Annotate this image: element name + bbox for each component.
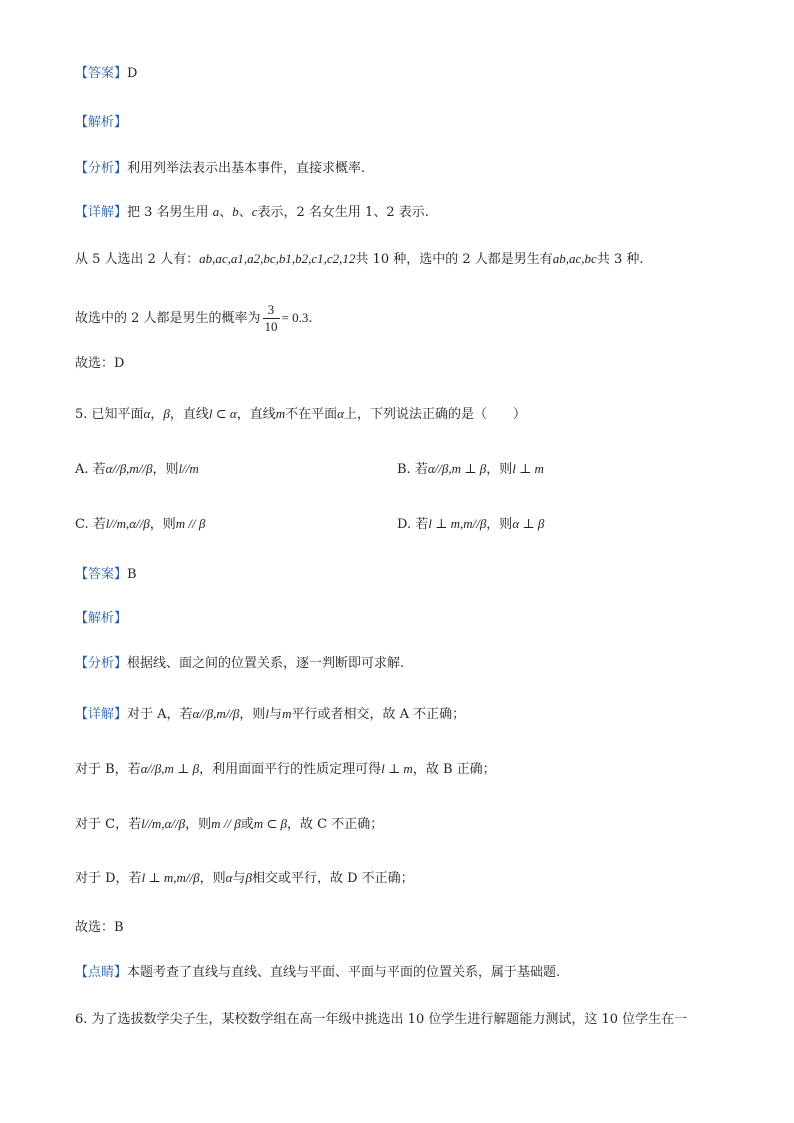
fenxi-tag: 【分析】 (75, 656, 128, 671)
choose-text: 故选：D (75, 356, 125, 371)
separator: 、 (219, 205, 233, 220)
dianjing-text: 本题考查了直线与直线、直线与平面、平面与平面的位置关系，属于基础题. (127, 965, 561, 980)
text: ，则 (486, 517, 513, 532)
analysis-tag: 【解析】 (75, 115, 128, 130)
math-var: a (212, 204, 220, 219)
math-expr: m ⊂ β (253, 816, 287, 831)
question-text: 6. 为了选拔数学尖子生，某校数学组在高一年级中挑选出 10 位学生进行解题能力测试，这 10 位学生在一 (75, 1012, 688, 1027)
math-var: l (265, 706, 270, 721)
text: 对于 B，若 (75, 762, 141, 777)
q5-dianjing-line (75, 963, 560, 983)
q5-detail-b (75, 759, 496, 780)
answer-value: B (127, 567, 137, 582)
q5-choose-line (75, 918, 124, 938)
text: 或 (240, 817, 254, 832)
q5-option-b (397, 459, 544, 480)
q5-analysis-heading (75, 609, 127, 629)
text: 对于 D，若 (75, 871, 142, 886)
text: 从 5 人选出 2 人有： (75, 252, 200, 267)
math-expr: l ⊥ m (512, 461, 544, 476)
math-enumeration: ab,ac,a1,a2,bc,b1,b2,c1,c2,12 (199, 251, 356, 266)
q4-answer-line (75, 64, 137, 84)
math-var: α (225, 870, 233, 885)
math-var: β (163, 406, 170, 421)
math-expr: α//β,m//β (105, 461, 153, 476)
q6-stem (75, 1010, 687, 1030)
math-expr: m // β (175, 516, 206, 531)
q5-option-c (75, 514, 205, 535)
math-result: = 0.3 (281, 310, 309, 325)
q5-detail-d (75, 868, 414, 889)
text: 共 10 种，选中的 2 人都是男生有 (355, 252, 553, 267)
q5-option-a (75, 459, 199, 480)
text: 上，下列说法正确的是（ ） (343, 407, 526, 422)
detail-tag: 【详解】 (75, 707, 128, 722)
math-expr: l ⊥ m,m//β (428, 516, 487, 531)
fraction-numerator: 3 (263, 302, 280, 319)
fraction-denominator: 10 (264, 319, 278, 334)
text: ，利用面面平行的性质定理可得 (199, 762, 382, 777)
math-var: β (245, 870, 252, 885)
text: 不在平面 (285, 407, 338, 422)
fenxi-tag: 【分析】 (75, 161, 128, 176)
math-var: α (143, 406, 151, 421)
text: 对于 C，若 (75, 817, 142, 832)
q4-detail-line (75, 202, 429, 223)
text: 相交或平行，故 D 不正确； (251, 871, 414, 886)
detail-text: 把 3 名男生用 (127, 205, 209, 220)
math-expr: m // β (211, 816, 241, 831)
q4-fenxi-line (75, 159, 365, 179)
text: ，直线 (169, 407, 209, 422)
q5-stem (75, 404, 526, 425)
fraction (263, 302, 280, 335)
q5-answer-line (75, 565, 137, 585)
detail-tag: 【详解】 (75, 205, 128, 220)
math-enumeration: ab,ac,bc (552, 251, 597, 266)
q4-enumeration-line (75, 249, 643, 270)
option-label: D. 若 (397, 517, 429, 532)
fenxi-text: 根据线、面之间的位置关系，逐一判断即可求解. (127, 656, 405, 671)
math-var: m (275, 406, 286, 421)
q4-choose-line (75, 354, 124, 374)
math-expr: l//m (178, 461, 199, 476)
q5-fenxi-line (75, 654, 404, 674)
text: ，则 (239, 707, 266, 722)
text: 对于 A，若 (127, 707, 193, 722)
q5-option-d (397, 514, 544, 535)
option-label: B. 若 (397, 462, 428, 477)
q4-probability-line (75, 300, 313, 337)
math-expr: α//β,m//β (192, 706, 240, 721)
detail-text: 表示，2 名女生用 1、2 表示. (257, 205, 429, 220)
dianjing-tag: 【点睛】 (75, 965, 128, 980)
math-expr: l ⊥ m (381, 761, 413, 776)
math-expr: l//m,α//β (105, 516, 150, 531)
text: ，则 (149, 517, 176, 532)
text: 与 (232, 871, 246, 886)
option-label: A. 若 (75, 462, 106, 477)
text: 故选中的 2 人都是男生的概率为 (75, 311, 261, 326)
math-var: b (232, 204, 239, 219)
answer-tag: 【答案】 (75, 567, 128, 582)
text: 平行或者相交，故 A 不正确； (291, 707, 466, 722)
text: ，则 (486, 462, 513, 477)
q5-detail-c (75, 814, 383, 835)
q4-analysis-heading (75, 113, 127, 133)
text: 5. 已知平面 (75, 407, 144, 422)
math-expr: l ⊂ α (208, 406, 237, 421)
choose-text: 故选：B (75, 920, 124, 935)
text: ，则 (199, 871, 226, 886)
math-var: m (282, 706, 292, 721)
text: 与 (269, 707, 283, 722)
text: . (308, 311, 313, 326)
separator: 、 (238, 205, 252, 220)
analysis-tag: 【解析】 (75, 611, 128, 626)
answer-value: D (127, 66, 138, 81)
text: 共 3 种. (596, 252, 644, 267)
text: ，直线 (236, 407, 276, 422)
fenxi-text: 利用列举法表示出基本事件，直接求概率. (127, 161, 366, 176)
math-expr: l ⊥ m,m//β (141, 870, 200, 885)
answer-tag: 【答案】 (75, 66, 128, 81)
math-expr: l//m,α//β (141, 816, 186, 831)
text: ，则 (185, 817, 212, 832)
text: ，则 (152, 462, 179, 477)
math-expr: α//β,m ⊥ β (140, 761, 200, 776)
text: ，故 B 正确； (412, 762, 496, 777)
text: ，故 C 不正确； (286, 817, 384, 832)
q5-detail-a (75, 704, 465, 725)
text: ， (150, 407, 164, 422)
math-var: c (251, 204, 258, 219)
math-expr: α ⊥ β (512, 516, 545, 531)
math-var: α (337, 406, 344, 421)
option-label: C. 若 (75, 517, 106, 532)
math-expr: α//β,m ⊥ β (427, 461, 487, 476)
